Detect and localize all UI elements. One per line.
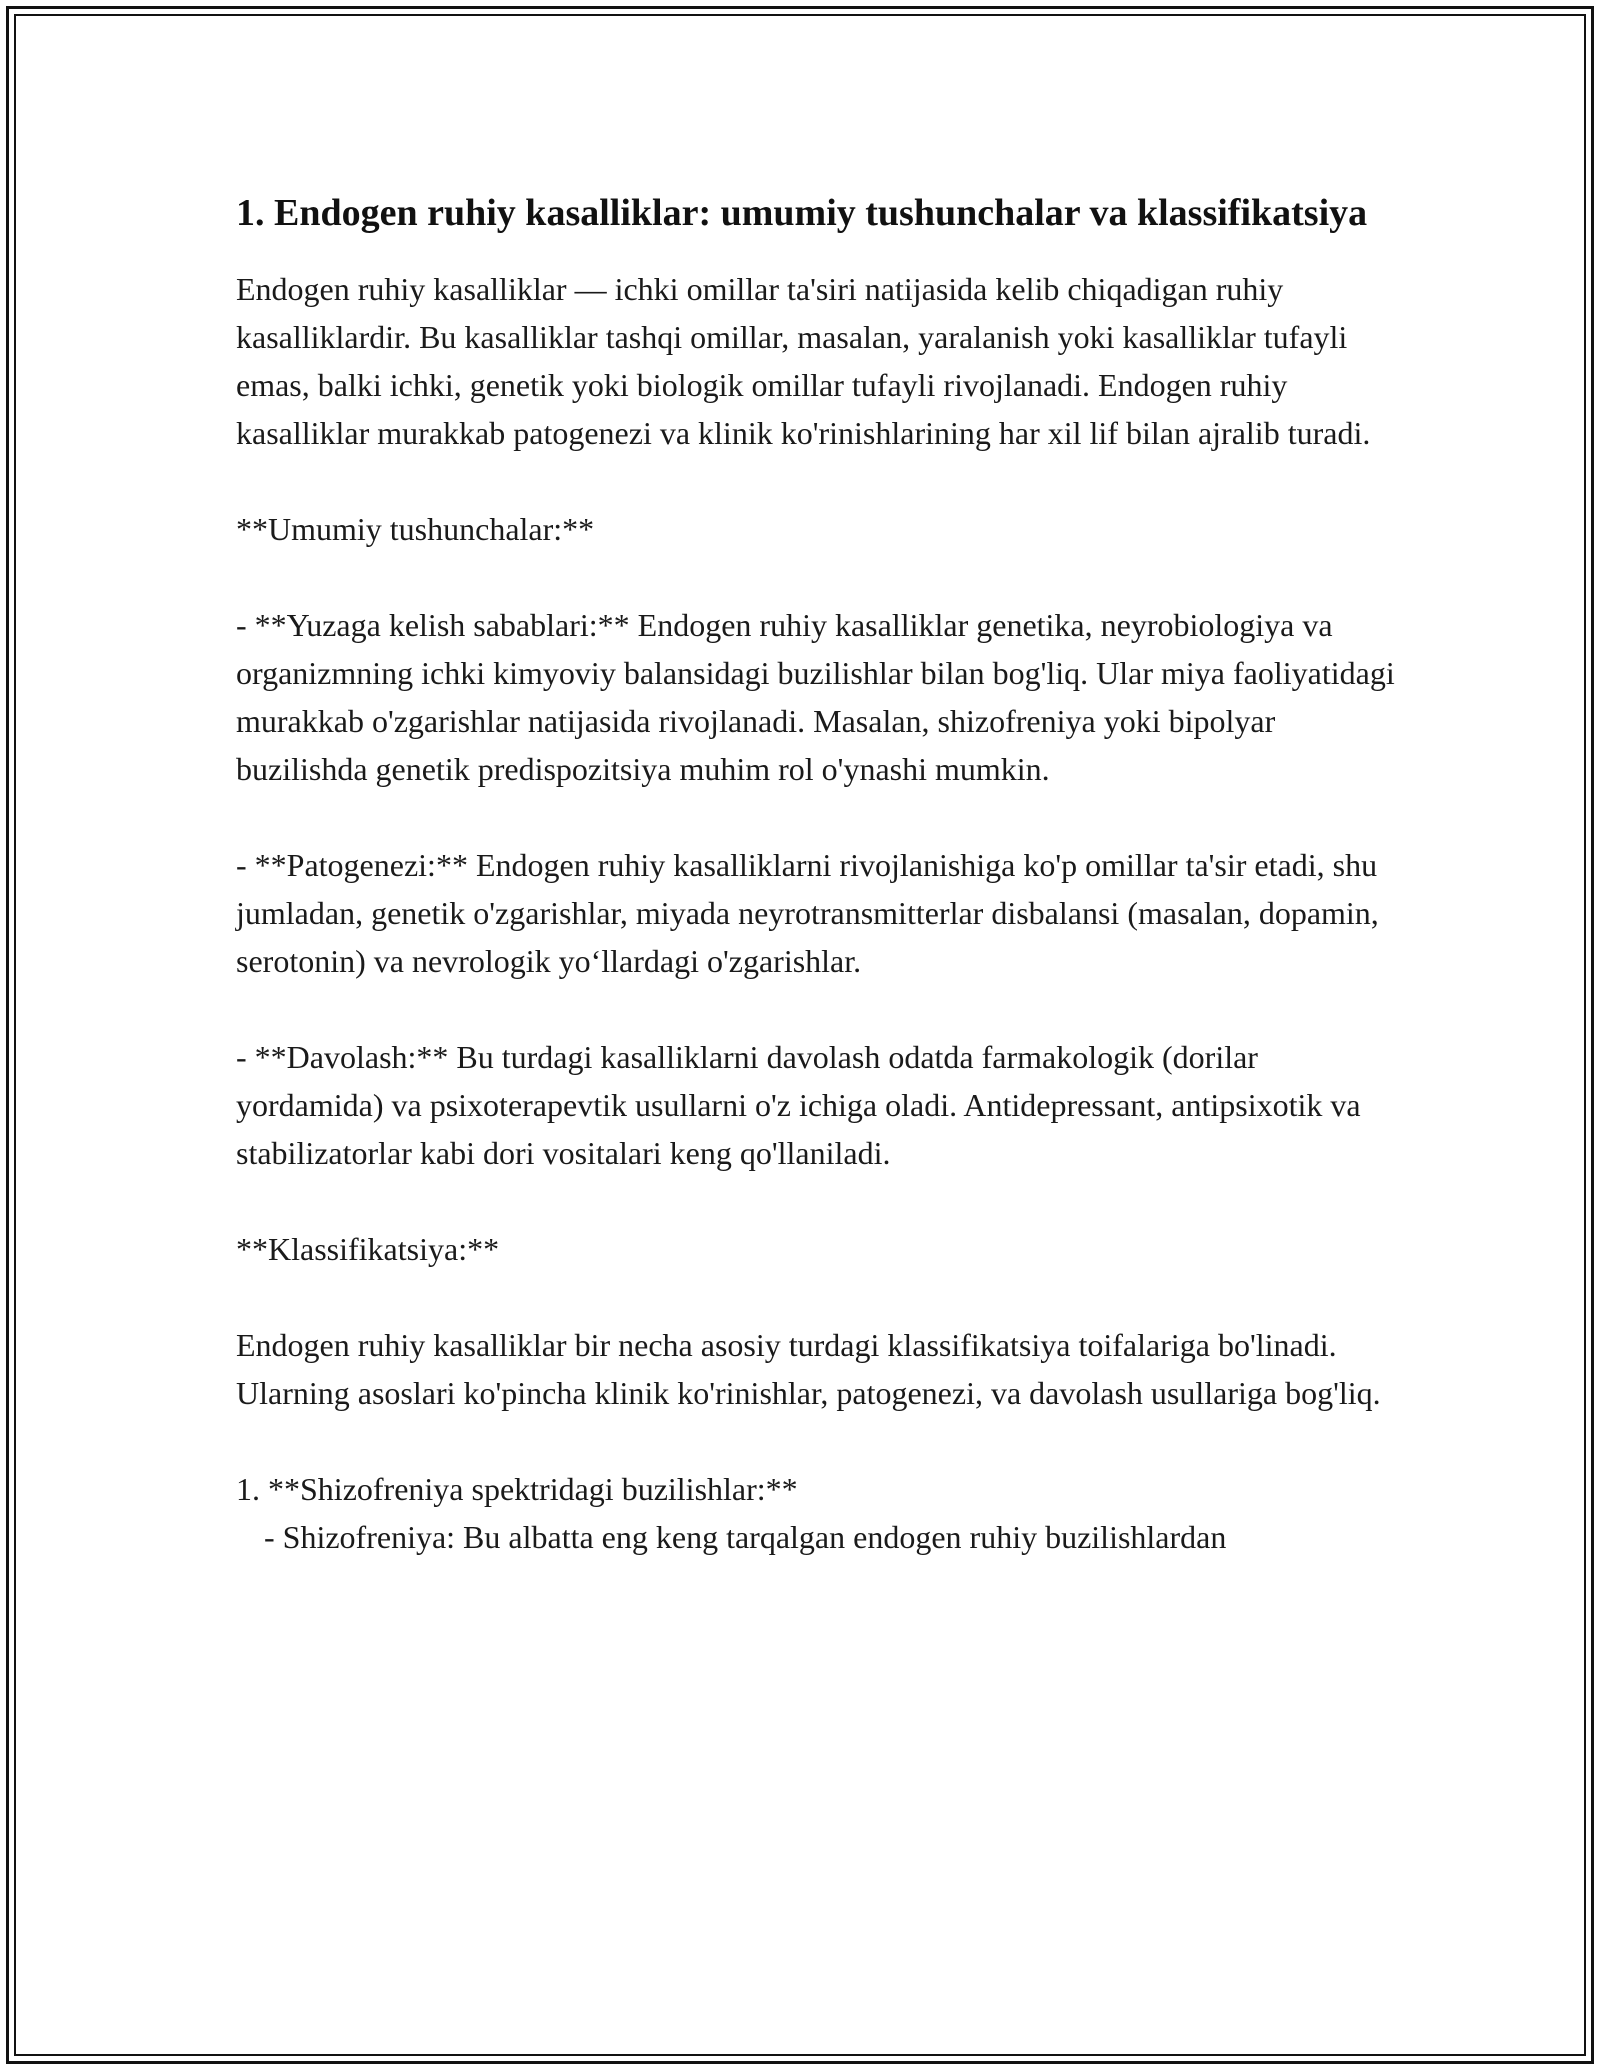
treatment-paragraph: - **Davolash:** Bu turdagi kasalliklarni davolash odatda farmakologik (dorilar yordamida) va psixoterapevtik usullarni o'z ichiga oladi. Antidepressant, antipsixotik va stabilizatorlar kabi dori vositalari keng qo'llaniladi. [236,1039,1361,1171]
document-body [236,186,1396,1561]
sub-item-schizophrenia: - Shizofreniya: Bu albatta eng keng tarqalgan endogen ruhiy buzilishlardan [264,1519,1227,1555]
intro-paragraph: Endogen ruhiy kasalliklar — ichki omillar ta'siri natijasida kelib chiqadigan ruhiy kasalliklardir. Bu kasalliklar tashqi omillar, masalan, yaralanish yoki kasalliklar tufayli emas, balki ichki, genetik yoki biologik omillar tufayli rivojlanadi. Endogen ruhiy kasalliklar murakkab patogenezi va klinik ko'rinishlarining har xil lif bilan ajralib turadi. [236,271,1371,451]
causes-paragraph: - **Yuzaga kelish sabablari:** Endogen ruhiy kasalliklar genetika, neyrobiologiya va organizmning ichki kimyoviy balansidagi buzilishlar bilan bog'liq. Ular miya faoliyatidagi murakkab o'zgarishlar natijasida rivojlanadi. Masalan, shizofreniya yoki bipolyar buzilishda genetik predispozitsiya muhim rol o'ynashi mumkin. [236,607,1395,787]
list-item-schizophrenia-spectrum: 1. **Shizofreniya spektridagi buzilishlar:** [236,1471,798,1507]
section-heading: 1. Endogen ruhiy kasalliklar: umumiy tushunchalar va klassifikatsiya [236,192,1368,234]
classification-paragraph: Endogen ruhiy kasalliklar bir necha asosiy turdagi klassifikatsiya toifalariga bo'linadi. Ularning asoslari ko'pincha klinik ko'rinishlar, patogenezi, va davolash usullariga bog'liq. [236,1327,1381,1411]
classification-label: **Klassifikatsiya:** [236,1231,500,1267]
general-concepts-label: **Umumiy tushunchalar:** [236,511,595,547]
pathogenesis-paragraph: - **Patogenezi:** Endogen ruhiy kasalliklarni rivojlanishiga ko'p omillar ta'sir etadi, shu jumladan, genetik o'zgarishlar, miyada neyrotransmitterlar disbalansi (masalan, dopamin, serotonin) va nevrologik yo‘llardagi o'zgarishlar. [236,847,1379,979]
